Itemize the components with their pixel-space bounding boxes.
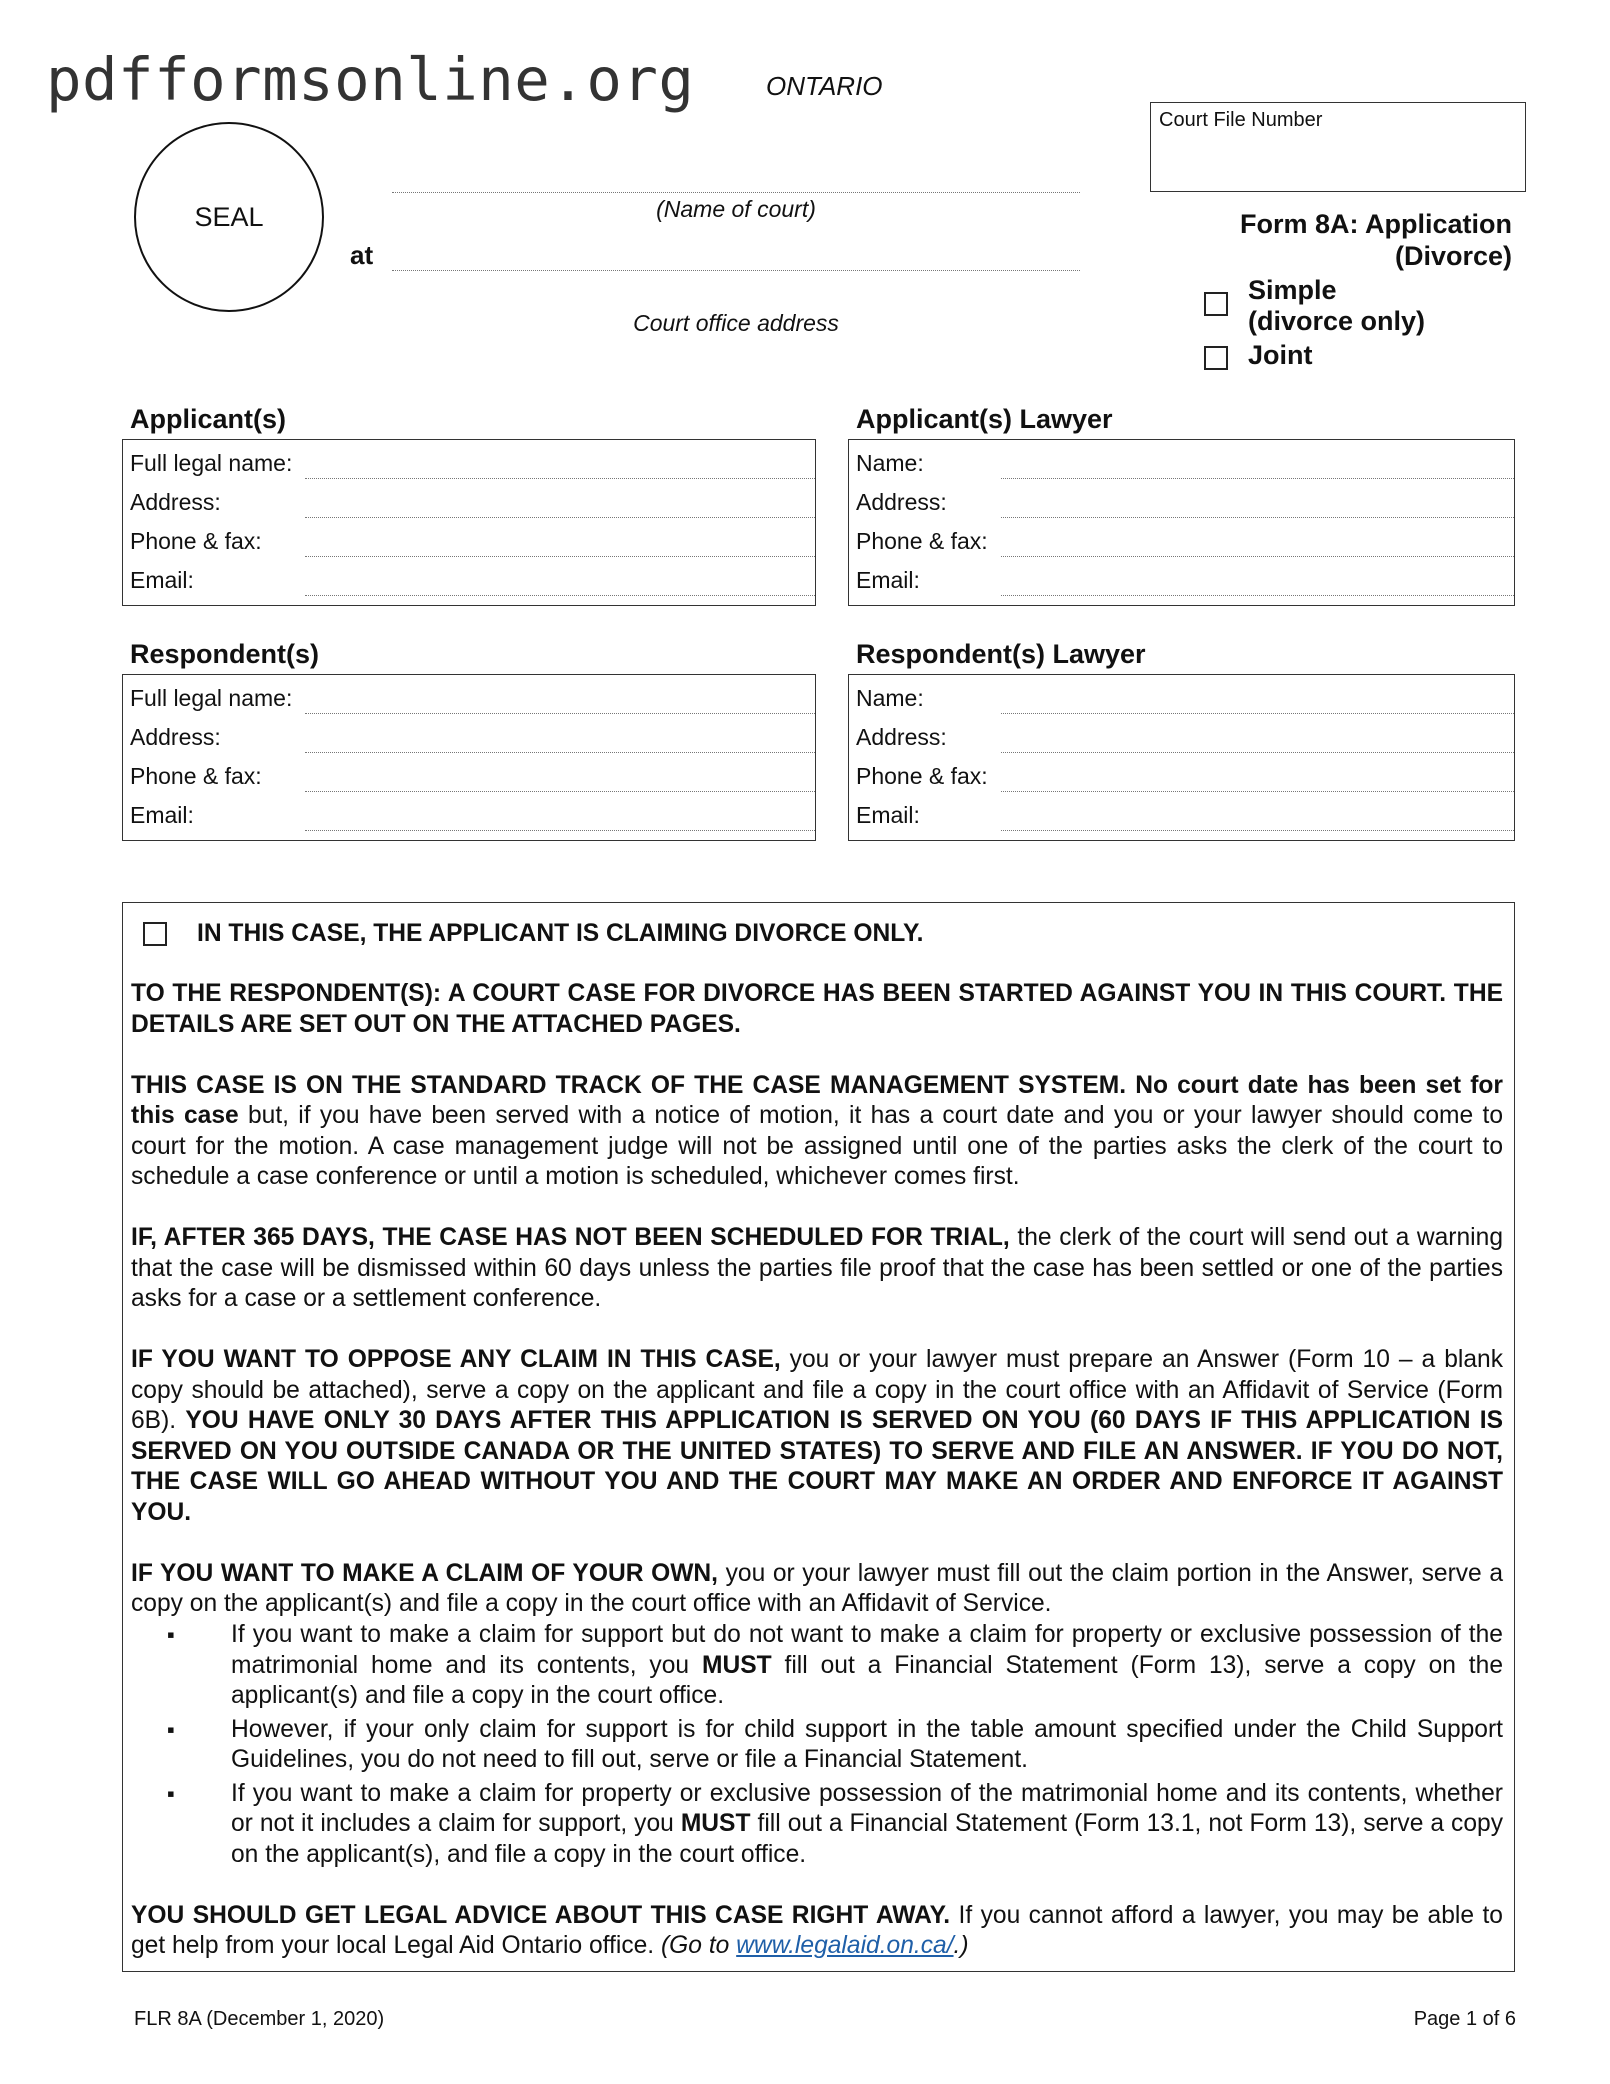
field-label: Email: bbox=[856, 802, 920, 828]
field-label: Full legal name: bbox=[130, 450, 293, 476]
own-claim-text: you or your lawyer must fill out the claim portion in the Answer, serve a copy on the applicant(s) and file a copy in the court office with an Affidavit of Service. bbox=[131, 1559, 1503, 1617]
divorce-only-checkbox[interactable] bbox=[143, 922, 167, 946]
field-label: Name: bbox=[856, 450, 924, 476]
field-label: Phone & fax: bbox=[856, 528, 988, 554]
page-number: Page 1 of 6 bbox=[1413, 2008, 1516, 2030]
field-label: Phone & fax: bbox=[130, 528, 262, 554]
legal-advice-goto: (Go to bbox=[660, 1932, 737, 1959]
to-respondent-paragraph: TO THE RESPONDENT(S): A COURT CASE FOR DIVORCE HAS BEEN STARTED AGAINST YOU IN THIS COURT. THE DETAILS ARE SET OUT ON THE ATTACHED PAGES. bbox=[131, 980, 1503, 1038]
field-label: Email: bbox=[130, 567, 194, 593]
respondent-phone-row bbox=[123, 755, 815, 794]
standard-track-bold: THIS CASE IS ON THE STANDARD TRACK OF THE CASE MANAGEMENT SYSTEM. No court date has been set for this case bbox=[131, 1071, 1503, 1129]
dismissal-warning-bold: IF, AFTER 365 DAYS, THE CASE HAS NOT BEEN SCHEDULED FOR TRIAL, bbox=[131, 1224, 1010, 1251]
applicant-lawyer-email-row bbox=[849, 559, 1514, 598]
applicant-address-input[interactable] bbox=[305, 517, 815, 518]
respondent-phone-input[interactable] bbox=[305, 791, 815, 792]
jurisdiction-label: ONTARIO bbox=[766, 71, 883, 101]
notice-box bbox=[122, 902, 1515, 1972]
joint-checkbox[interactable] bbox=[1204, 346, 1228, 370]
simple-divorce-checkbox[interactable] bbox=[1204, 292, 1228, 316]
legal-advice-bold: YOU SHOULD GET LEGAL ADVICE ABOUT THIS CASE RIGHT AWAY. bbox=[131, 1901, 951, 1929]
dismissal-warning-text: the clerk of the court will send out a warning that the case will be dismissed within 60 days unless the parties file proof that the case has been settled or one of the parties asks for a case or a settlement conference. bbox=[131, 1224, 1503, 1312]
respondent-lawyer-phone-input[interactable] bbox=[1001, 791, 1514, 792]
dismissal-warning-paragraph bbox=[131, 1223, 1503, 1315]
bullet-emphasis: MUST bbox=[701, 1651, 772, 1679]
simple-divorce-label: Simple (divorce only) bbox=[1248, 275, 1426, 336]
respondent-lawyer-phone-row bbox=[849, 755, 1514, 794]
joint-label: Joint bbox=[1248, 340, 1313, 370]
field-label: Address: bbox=[130, 489, 221, 515]
respondent-email-input[interactable] bbox=[305, 830, 815, 831]
field-label: Email: bbox=[856, 567, 920, 593]
court-seal bbox=[134, 122, 324, 312]
applicant-lawyer-address-input[interactable] bbox=[1001, 517, 1514, 518]
respondent-address-input[interactable] bbox=[305, 752, 815, 753]
applicant-phone-input[interactable] bbox=[305, 556, 815, 557]
court-office-address-caption: Court office address bbox=[633, 310, 839, 336]
applicant-lawyer-phone-row bbox=[849, 520, 1514, 559]
court-office-address-field[interactable] bbox=[392, 270, 1080, 271]
applicant-address-row bbox=[123, 481, 815, 520]
field-label: Phone & fax: bbox=[856, 763, 988, 789]
name-of-court-caption: (Name of court) bbox=[656, 196, 816, 222]
own-claim-paragraph bbox=[131, 1559, 1503, 1620]
respondent-address-row bbox=[123, 716, 815, 755]
divorce-only-label: IN THIS CASE, THE APPLICANT IS CLAIMING DIVORCE ONLY. bbox=[197, 920, 924, 947]
applicant-lawyer-name-input[interactable] bbox=[1001, 478, 1514, 479]
field-label: Address: bbox=[130, 724, 221, 750]
court-file-number-field[interactable] bbox=[1150, 102, 1526, 192]
field-label: Address: bbox=[856, 489, 947, 515]
respondent-lawyer-name-row bbox=[849, 677, 1514, 716]
financial-statement-list bbox=[131, 1620, 1503, 1870]
respondent-heading: Respondent(s) bbox=[130, 639, 319, 669]
respondent-lawyer-email-row bbox=[849, 794, 1514, 833]
respondent-lawyer-name-input[interactable] bbox=[1001, 713, 1514, 714]
applicant-lawyer-address-row bbox=[849, 481, 1514, 520]
respondent-name-input[interactable] bbox=[305, 713, 815, 714]
respondent-lawyer-heading: Respondent(s) Lawyer bbox=[856, 639, 1146, 669]
name-of-court-field[interactable] bbox=[392, 192, 1080, 193]
bullet-icon: ▪ bbox=[167, 1716, 175, 1742]
applicant-name-row bbox=[123, 442, 815, 481]
form-title bbox=[1172, 208, 1512, 272]
applicant-lawyer-name-row bbox=[849, 442, 1514, 481]
applicant-lawyer-heading: Applicant(s) Lawyer bbox=[856, 404, 1113, 434]
bullet-text: fill out a Financial Statement (Form 13), serve a copy on the applicant(s) and file a copy in the court office. bbox=[231, 1651, 1503, 1709]
oppose-claim-bold: IF YOU WANT TO OPPOSE ANY CLAIM IN THIS CASE, bbox=[131, 1346, 781, 1373]
court-file-number-label: Court File Number bbox=[1159, 109, 1323, 131]
bullet-icon: ▪ bbox=[167, 1622, 175, 1647]
standard-track-text: but, if you have been served with a notice of motion, it has a court date and you or your lawyer should come to court for the motion. A case management judge will not be assigned until one of the parties asks the clerk of the court to schedule a case conference or until a motion is scheduled, whichever comes first. bbox=[131, 1102, 1503, 1190]
list-item bbox=[131, 1715, 1503, 1776]
legal-aid-link[interactable]: www.legalaid.on.ca/ bbox=[736, 1932, 954, 1959]
bullet-text: However, if your only claim for support is for child support in the table amount specified under the Child Support Guidelines, you do not need to fill out, serve or file a Financial Statement. bbox=[231, 1715, 1503, 1773]
respondent-lawyer-address-row bbox=[849, 716, 1514, 755]
list-item bbox=[131, 1620, 1503, 1712]
own-claim-bold: IF YOU WANT TO MAKE A CLAIM OF YOUR OWN, bbox=[131, 1559, 719, 1587]
bullet-text: fill out a Financial Statement (Form 13.1, not Form 13), serve a copy on the applicant(s), and file a copy in the court office. bbox=[231, 1810, 1503, 1868]
legal-advice-text: If you cannot afford a lawyer, you may be able to get help from your local Legal Aid Ontario office. bbox=[131, 1901, 1503, 1959]
respondent-lawyer-address-input[interactable] bbox=[1001, 752, 1514, 753]
applicant-lawyer-phone-input[interactable] bbox=[1001, 556, 1514, 557]
applicant-email-input[interactable] bbox=[305, 595, 815, 596]
oppose-claim-text: you or your lawyer must prepare an Answer (Form 10 – a blank copy should be attached), serve a copy on the applicant and file a copy in the court office with an Affidavit of Service (Form 6B). bbox=[131, 1346, 1503, 1434]
field-label: Full legal name: bbox=[130, 685, 293, 711]
respondent-email-row bbox=[123, 794, 815, 833]
form-title-line1: Form 8A: Application bbox=[1239, 209, 1512, 239]
standard-track-paragraph bbox=[131, 1071, 1503, 1193]
field-label: Phone & fax: bbox=[130, 763, 262, 789]
notice-body bbox=[131, 979, 1503, 1962]
field-label: Name: bbox=[856, 685, 924, 711]
oppose-claim-paragraph bbox=[131, 1345, 1503, 1528]
respondent-lawyer-email-input[interactable] bbox=[1001, 830, 1514, 831]
bullet-text: If you want to make a claim for support but do not want to make a claim for property or exclusive possession of the matrimonial home and its contents, you bbox=[231, 1621, 1503, 1679]
legal-advice-paragraph bbox=[131, 1901, 1503, 1962]
legal-advice-close: .) bbox=[953, 1932, 969, 1959]
respondent-box bbox=[122, 674, 816, 841]
watermark: pdfformsonline.org bbox=[46, 45, 695, 114]
form-title-line2: (Divorce) bbox=[1394, 241, 1512, 271]
bullet-icon: ▪ bbox=[167, 1780, 175, 1806]
bullet-text: If you want to make a claim for property or exclusive possession of the matrimonial home and its contents, whether or not it includes a claim for support, you bbox=[231, 1779, 1503, 1837]
applicant-heading: Applicant(s) bbox=[130, 404, 287, 434]
form-id-footer: FLR 8A (December 1, 2020) bbox=[134, 2008, 385, 2030]
applicant-lawyer-email-input[interactable] bbox=[1001, 595, 1514, 596]
field-label: Address: bbox=[856, 724, 947, 750]
seal-label: SEAL bbox=[194, 201, 264, 232]
oppose-claim-deadline: YOU HAVE ONLY 30 DAYS AFTER THIS APPLICATION IS SERVED ON YOU (60 DAYS IF THIS APPLICATION IS SERVED ON YOU OUTSIDE CANADA OR THE UNITED STATES) TO SERVE AND FILE AN ANSWER. IF YOU DO NOT, THE CASE WILL GO AHEAD WITHOUT YOU AND THE COURT MAY MAKE AN ORDER AND ENFORCE IT AGAINST YOU. bbox=[131, 1407, 1504, 1526]
applicant-lawyer-box bbox=[848, 439, 1515, 606]
list-item bbox=[131, 1779, 1503, 1871]
field-label: Email: bbox=[130, 802, 194, 828]
respondent-name-row bbox=[123, 677, 815, 716]
at-label: at bbox=[350, 240, 374, 270]
applicant-box bbox=[122, 439, 816, 606]
applicant-phone-row bbox=[123, 520, 815, 559]
applicant-email-row bbox=[123, 559, 815, 598]
bullet-emphasis: MUST bbox=[680, 1810, 751, 1837]
applicant-name-input[interactable] bbox=[305, 478, 815, 479]
respondent-lawyer-box bbox=[848, 674, 1515, 841]
